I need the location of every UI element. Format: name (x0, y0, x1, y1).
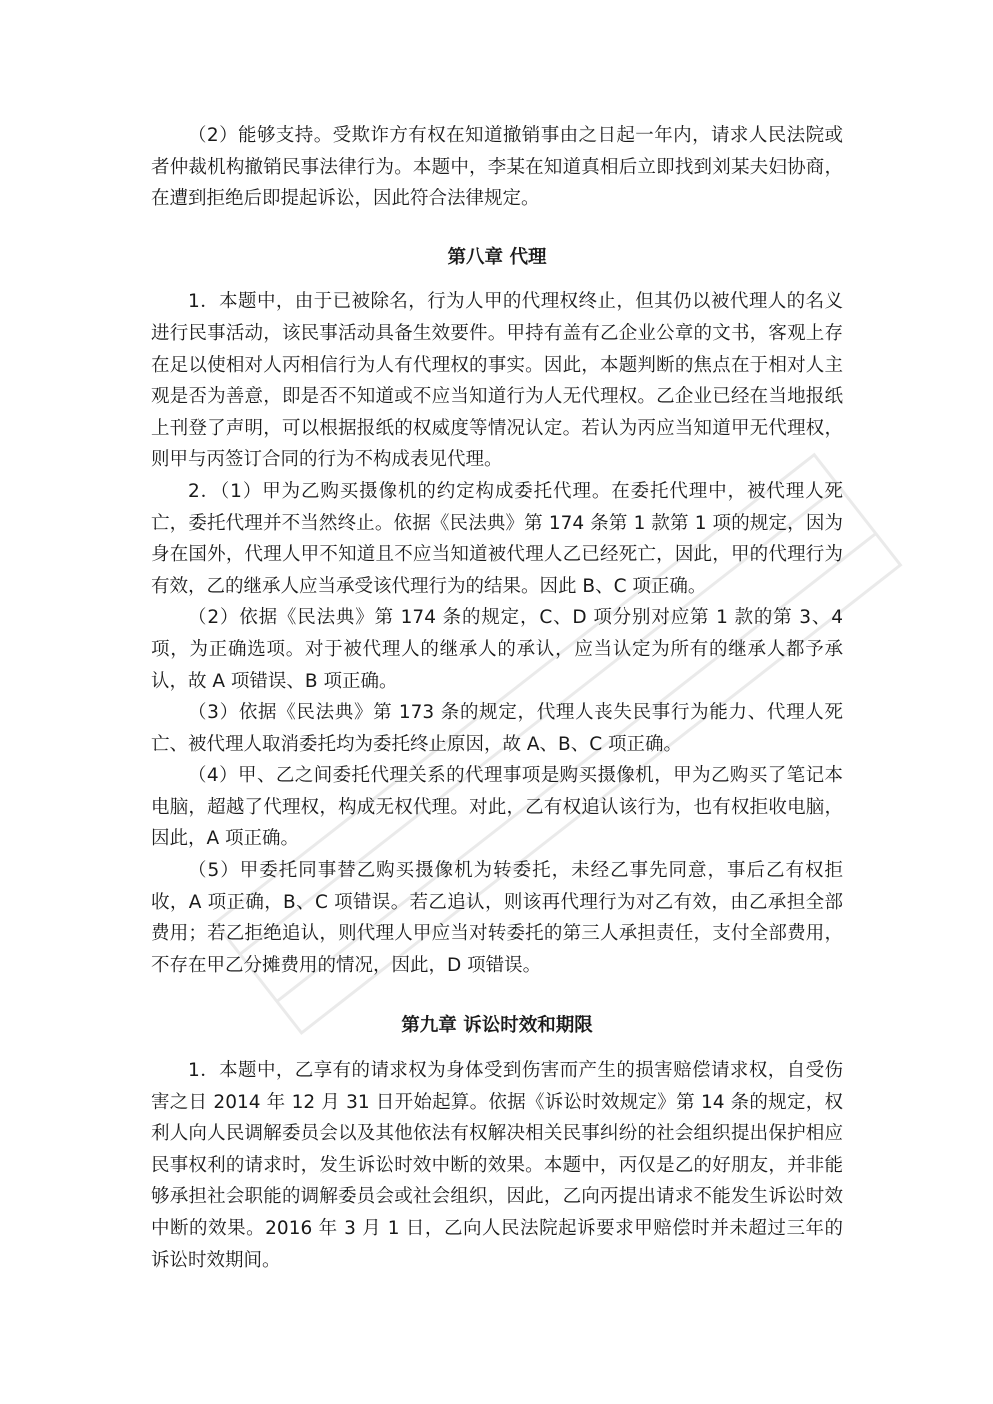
chapter-8-paragraph: （2）依据《民法典》第 174 条的规定，C、D 项分别对应第 1 款的第 3、4 项，为正确选项。对于被代理人的继承人的承认，应当认定为所有的继承人都予承认，故 A 项错误、B 项正确。 (151, 607, 843, 692)
chapter-8-paragraph: 1．本题中，由于已被除名，行为人甲的代理权终止，但其仍以被代理人的名义进行民事活动，该民事活动具备生效要件。甲持有盖有乙企业公章的文书，客观上存在足以使相对人丙相信行为人有代理权的事实。因此，本题判断的焦点在于相对人主观是否为善意，即是否不知道或不应当知道行为人无代理权。乙企业已经在当地报纸上刊登了声明，可以根据报纸的权威度等情况认定。若认为丙应当知道甲无代理权，则甲与丙签订合同的行为不构成表见代理。 (151, 291, 843, 471)
chapter-9-paragraph: 1．本题中，乙享有的请求权为身体受到伤害而产生的损害赔偿请求权，自受伤害之日 2014 年 12 月 31 日开始起算。依据《诉讼时效规定》第 14 条的规定，权利人向人民调解委员会以及其他依法有权解决相关民事纠纷的社会组织提出保护相应民事权利的请求时，发生诉讼时效中断的效果。本题中，丙仅是乙的好朋友，并非能够承担社会职能的调解委员会或社会组织，因此，乙向丙提出请求不能发生诉讼时效中断的效果。2016 年 3 月 1 日，乙向人民法院起诉要求甲赔偿时并未超过三年的诉讼时效期间。 (151, 1060, 843, 1271)
chapter-8-paragraph: （5）甲委托同事替乙购买摄像机为转委托，未经乙事先同意，事后乙有权拒收，A 项正确，B、C 项错误。若乙追认，则该再代理行为对乙有效，由乙承担全部费用；若乙拒绝追认，则代理人甲应当对转委托的第三人承担责任，支付全部费用，不存在甲乙分摊费用的情况，因此，D 项错误。 (151, 860, 843, 976)
document-body (151, 120, 843, 1276)
chapter-8-title: 第八章 代理 (447, 246, 547, 268)
chapter-8-paragraph: （4）甲、乙之间委托代理关系的代理事项是购买摄像机，甲为乙购买了笔记本电脑，超越了代理权，构成无权代理。对此，乙有权追认该行为，也有权拒收电脑，因此，A 项正确。 (151, 765, 843, 850)
chapter-9-title: 第九章 诉讼时效和期限 (401, 1015, 593, 1037)
chapter-8-paragraph: （3）依据《民法典》第 173 条的规定，代理人丧失民事行为能力、代理人死亡、被代理人取消委托均为委托终止原因，故 A、B、C 项正确。 (151, 702, 843, 755)
chapter-8-paragraph: 2．（1）甲为乙购买摄像机的约定构成委托代理。在委托代理中，被代理人死亡，委托代理并不当然终止。依据《民法典》第 174 条第 1 款第 1 项的规定，因为身在国外，代理人甲不知道且不应当知道被代理人乙已经死亡，因此，甲的代理行为有效，乙的继承人应当承受该代理行为的结果。因此 B、C 项正确。 (151, 480, 843, 597)
intro-paragraph: （2）能够支持。受欺诈方有权在知道撤销事由之日起一年内，请求人民法院或者仲裁机构撤销民事法律行为。本题中，李某在知道真相后立即找到刘某夫妇协商，在遭到拒绝后即提起诉讼，因此符合法律规定。 (151, 125, 843, 210)
